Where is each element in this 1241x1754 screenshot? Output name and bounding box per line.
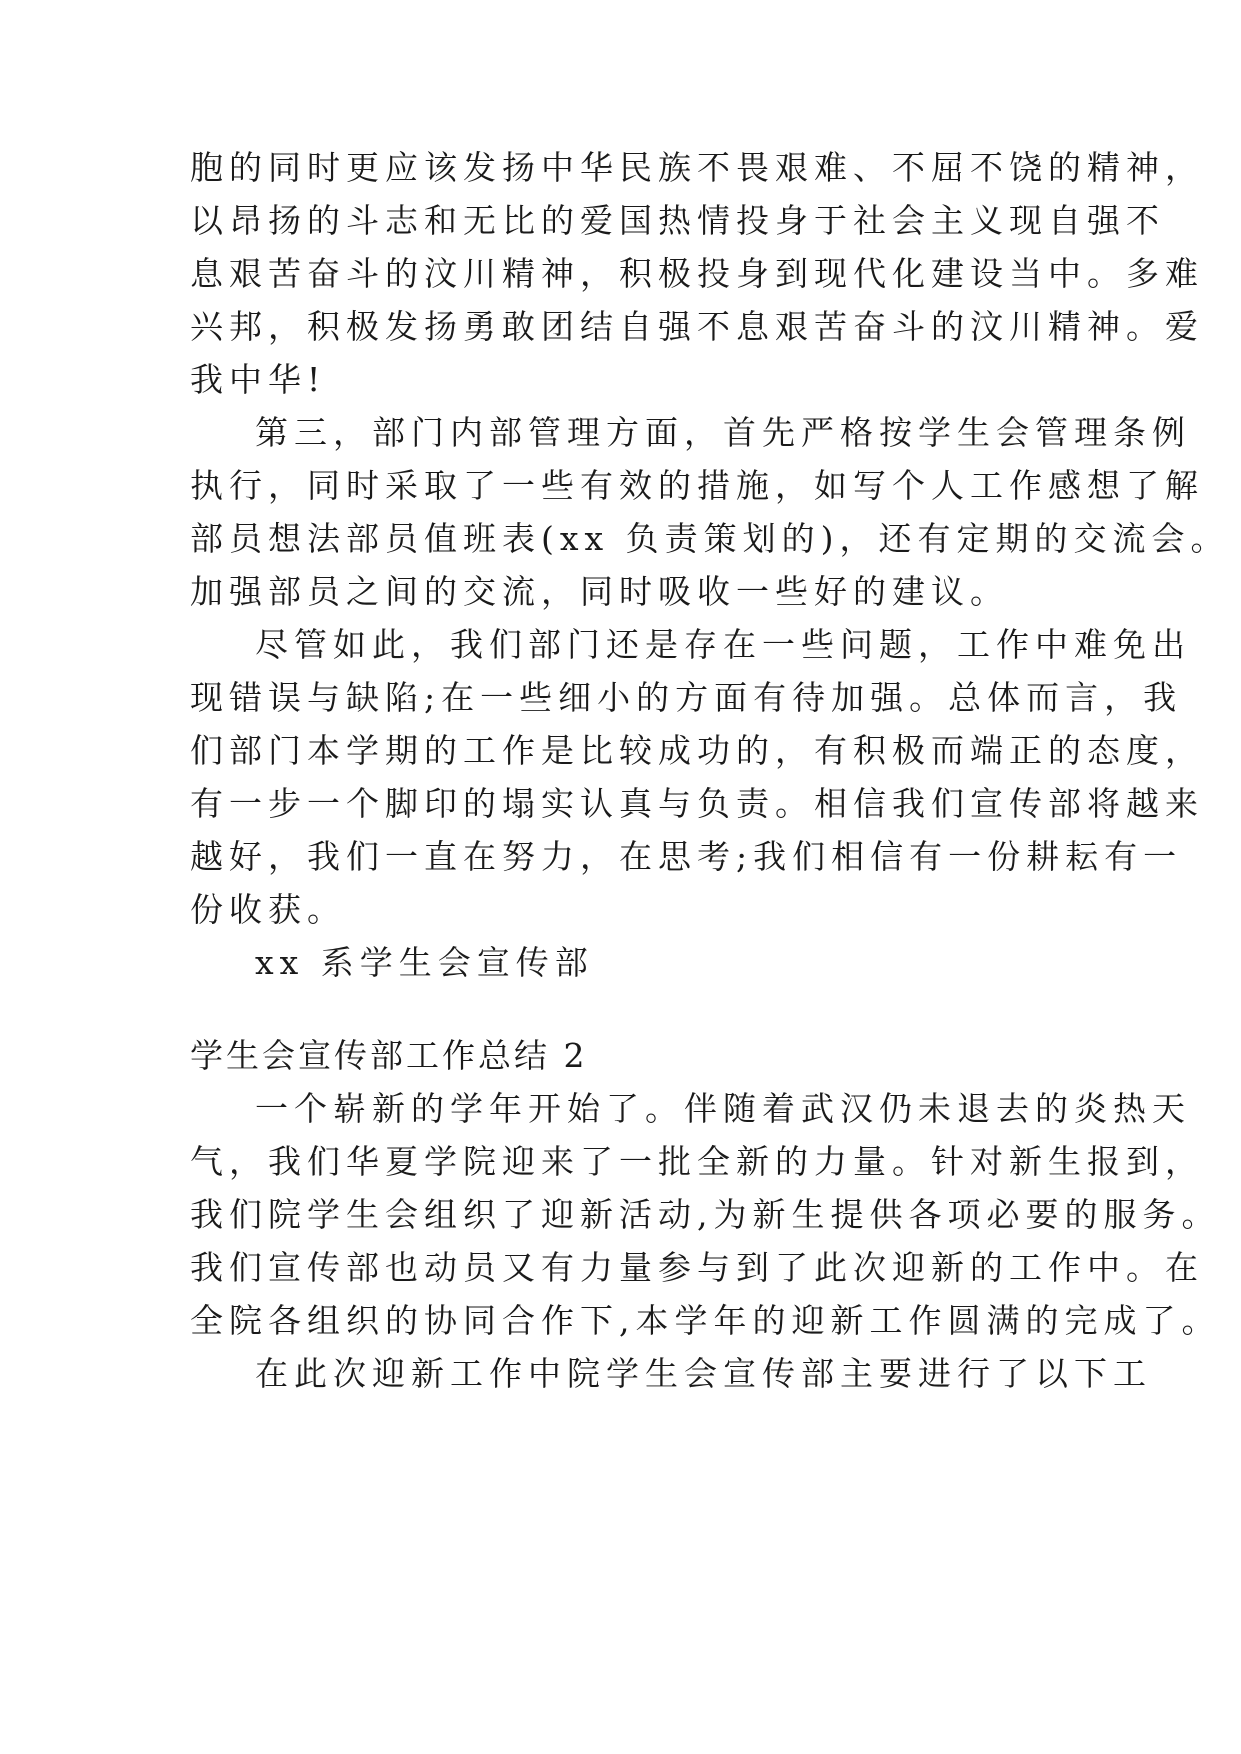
text-line: 以昂扬的斗志和无比的爱国热情投身于社会主义现自强不 <box>190 201 1165 240</box>
text-line: 我们宣传部也动员又有力量参与到了此次迎新的工作中。在 <box>190 1248 1204 1287</box>
text-line: 胞的同时更应该发扬中华民族不畏艰难、不屈不饶的精神， <box>190 148 1204 187</box>
signature: xx 系学生会宣传部 <box>255 943 594 982</box>
text-line: 气，我们华夏学院迎来了一批全新的力量。针对新生报到， <box>190 1142 1204 1181</box>
section-title: 学生会宣传部工作总结 2 <box>190 1036 588 1075</box>
text-line: 部员想法部员值班表(xx 负责策划的)，还有定期的交流会。 <box>190 519 1230 558</box>
text-line: 份收获。 <box>190 890 346 929</box>
text-line: 加强部员之间的交流，同时吸收一些好的建议。 <box>190 572 1009 611</box>
text-line: 全院各组织的协同合作下,本学年的迎新工作圆满的完成了。 <box>190 1301 1221 1340</box>
text-line: 现错误与缺陷;在一些细小的方面有待加强。总体而言，我 <box>190 678 1183 717</box>
paragraph-first-line: 尽管如此，我们部门还是存在一些问题，工作中难免出 <box>255 625 1191 664</box>
paragraph-first-line: 第三，部门内部管理方面，首先严格按学生会管理条例 <box>255 413 1191 452</box>
text-line: 越好，我们一直在努力，在思考;我们相信有一份耕耘有一 <box>190 837 1183 876</box>
text-line: 我们院学生会组织了迎新活动,为新生提供各项必要的服务。 <box>190 1195 1221 1234</box>
text-line: 兴邦，积极发扬勇敢团结自强不息艰苦奋斗的汶川精神。爱 <box>190 307 1204 346</box>
paragraph-first-line: 一个崭新的学年开始了。伴随着武汉仍未退去的炎热天 <box>255 1089 1191 1128</box>
text-line: 息艰苦奋斗的汶川精神，积极投身到现代化建设当中。多难 <box>190 254 1204 293</box>
text-line: 执行，同时采取了一些有效的措施，如写个人工作感想了解 <box>190 466 1204 505</box>
text-line: 我中华! <box>190 360 327 399</box>
text-line: 们部门本学期的工作是比较成功的，有积极而端正的态度， <box>190 731 1204 770</box>
paragraph-first-line: 在此次迎新工作中院学生会宣传部主要进行了以下工 <box>255 1354 1152 1393</box>
text-line: 有一步一个脚印的塌实认真与负责。相信我们宣传部将越来 <box>190 784 1204 823</box>
